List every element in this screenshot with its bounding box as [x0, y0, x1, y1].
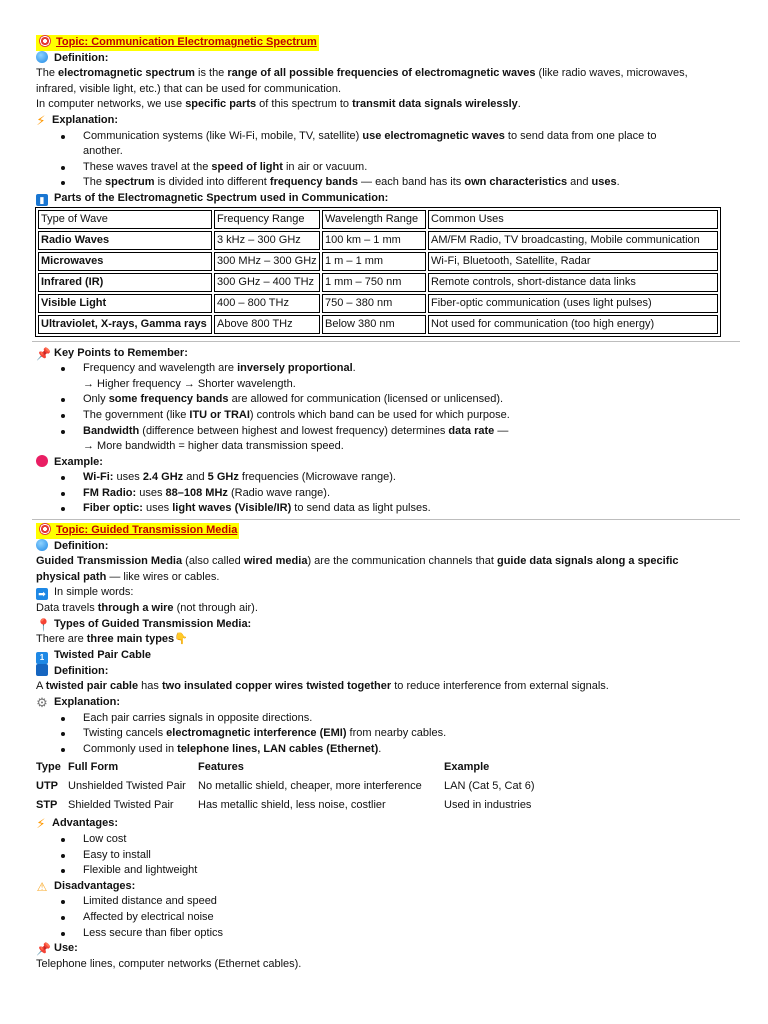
pushpin-icon: 📌	[36, 346, 51, 361]
definition-text: The electromagnetic spectrum is the range of all possible frequencies of electromagnetic waves (like radio waves, microwaves,	[36, 67, 688, 80]
definition-text: Guided Transmission Media (also called wired media) are the communication channels that guide data signals along a specific	[36, 555, 679, 568]
list-item: Limited distance and speed	[36, 894, 736, 910]
bullseye-icon	[39, 35, 51, 47]
list-item: Less secure than fiber optics	[36, 926, 736, 942]
globe-icon	[36, 51, 48, 63]
disadvantages-list	[36, 894, 736, 941]
table-header: Features	[198, 761, 244, 774]
warning-icon: ⚠	[36, 879, 48, 894]
table-header: Full Form	[68, 761, 119, 774]
list-item: The spectrum is divided into different frequency bands — each band has its own characteristics and uses.	[36, 175, 736, 191]
pushpin-icon: 📌	[36, 942, 51, 957]
table-cell: 1 mm – 750 nm	[322, 273, 426, 292]
table-cell: Wi-Fi, Bluetooth, Satellite, Radar	[428, 252, 718, 271]
table-header: Type of Wave	[38, 210, 212, 229]
twisted-pair-heading: 1 Twisted Pair Cable	[36, 648, 736, 664]
table-cell: Infrared (IR)	[38, 273, 212, 292]
pin-icon: 📍	[36, 617, 51, 632]
right-arrow-icon: ➡	[36, 588, 48, 600]
explanation-heading: ⚡ Explanation:	[36, 112, 119, 128]
lightning-icon: ⚡	[36, 816, 46, 832]
explanation-list	[36, 129, 736, 191]
table-cell: Not used for communication (too high energy)	[428, 315, 718, 334]
tp-explanation-heading: ⚙ Explanation:	[36, 695, 121, 710]
table-row	[38, 315, 718, 334]
definition-text: In computer networks, we use specific parts of this spectrum to transmit data signals wirelessly.	[36, 98, 521, 111]
definition-heading: Definition:	[36, 539, 736, 555]
table-row	[38, 294, 718, 313]
list-item: Fiber optic: uses light waves (Visible/IR) to send data as light pulses.	[36, 501, 736, 517]
list-item: Easy to install	[36, 848, 736, 864]
bullseye-icon	[39, 523, 51, 535]
table-header: Example	[444, 761, 490, 774]
number-one-icon: 1	[36, 652, 48, 664]
table-cell: UTP	[36, 780, 58, 793]
table-header-row	[36, 758, 534, 777]
table-header: Type	[36, 761, 61, 774]
table-row	[36, 777, 534, 796]
spectrum-table	[35, 207, 721, 337]
list-item: Flexible and lightweight	[36, 863, 736, 879]
table-header: Frequency Range	[214, 210, 320, 229]
table-cell: AM/FM Radio, TV broadcasting, Mobile communication	[428, 231, 718, 250]
table-cell: Above 800 THz	[214, 315, 320, 334]
table-cell: Shielded Twisted Pair	[68, 799, 174, 812]
definition-text: physical path — like wires or cables.	[36, 570, 220, 583]
table-cell: Ultraviolet, X-rays, Gamma rays	[38, 315, 212, 334]
tp-definition-text: A twisted pair cable has two insulated copper wires twisted together to reduce interference from external signals.	[36, 680, 609, 693]
list-item: Frequency and wavelength are inversely proportional. → Higher frequency → Shorter wavelength.	[36, 361, 736, 392]
table-cell: 3 kHz – 300 GHz	[214, 231, 320, 250]
table-cell: STP	[36, 799, 58, 812]
divider	[32, 519, 740, 520]
table-cell: LAN (Cat 5, Cat 6)	[444, 780, 535, 793]
types-heading: 📍 Types of Guided Transmission Media:	[36, 617, 252, 632]
table-cell: Used in industries	[444, 799, 532, 812]
tp-definition-heading: Definition:	[36, 664, 736, 680]
list-item: The government (like ITU or TRAI) controls which band can be used for which purpose.	[36, 408, 736, 424]
list-item: FM Radio: uses 88–108 MHz (Radio wave range).	[36, 486, 736, 502]
list-item: Wi-Fi: uses 2.4 GHz and 5 GHz frequencies (Microwave range).	[36, 470, 736, 486]
table-cell: Below 380 nm	[322, 315, 426, 334]
divider	[32, 341, 740, 342]
table-header: Common Uses	[428, 210, 718, 229]
example-list	[36, 470, 736, 517]
table-row	[38, 252, 718, 271]
bar-chart-icon: ▮	[36, 194, 48, 206]
lightning-icon: ⚡	[36, 112, 46, 128]
table-cell: Radio Waves	[38, 231, 212, 250]
list-item: Low cost	[36, 832, 736, 848]
simple-words-heading: ➡ In simple words:	[36, 585, 736, 601]
table-cell: 300 MHz – 300 GHz	[214, 252, 320, 271]
tp-explanation-list	[36, 711, 736, 758]
key-points-heading: 📌 Key Points to Remember:	[36, 346, 188, 361]
disadvantages-heading: ⚠ Disadvantages:	[36, 879, 136, 894]
globe-icon	[36, 539, 48, 551]
list-item: Commonly used in telephone lines, LAN cables (Ethernet).	[36, 742, 736, 758]
advantages-heading: ⚡ Advantages:	[36, 816, 119, 832]
table-cell: 300 GHz – 400 THz	[214, 273, 320, 292]
advantages-list	[36, 832, 736, 879]
list-item: Only some frequency bands are allowed for communication (licensed or unlicensed).	[36, 392, 736, 408]
gear-icon: ⚙	[36, 695, 48, 710]
table-cell: Remote controls, short-distance data links	[428, 273, 718, 292]
table-row	[38, 231, 718, 250]
book-icon	[36, 664, 48, 676]
use-heading: 📌 Use:	[36, 942, 78, 957]
list-item: Bandwidth (difference between highest and lowest frequency) determines data rate — → More bandwidth = higher data transmission speed.	[36, 424, 736, 455]
table-cell: 400 – 800 THz	[214, 294, 320, 313]
topic-heading-guided-media: Topic: Guided Transmission Media	[36, 523, 736, 539]
list-item: Twisting cancels electromagnetic interference (EMI) from nearby cables.	[36, 726, 736, 742]
list-item: Communication systems (like Wi-Fi, mobile, TV, satellite) use electromagnetic waves to send data from one place to another.	[36, 129, 736, 160]
table-cell: 1 m – 1 mm	[322, 252, 426, 271]
table-cell: Visible Light	[38, 294, 212, 313]
definition-heading: Definition:	[36, 51, 736, 67]
simple-words-text: Data travels through a wire (not through air).	[36, 602, 258, 615]
pointing-down-icon: 👇	[174, 633, 188, 646]
table-cell: Microwaves	[38, 252, 212, 271]
types-text: There are three main types👇	[36, 632, 736, 648]
list-item: Each pair carries signals in opposite directions.	[36, 711, 736, 727]
table-cell: 750 – 380 nm	[322, 294, 426, 313]
table-row	[38, 273, 718, 292]
document-page	[36, 35, 736, 972]
example-heading: Example:	[36, 455, 736, 471]
list-item: These waves travel at the speed of light in air or vacuum.	[36, 160, 736, 176]
table-row	[36, 796, 534, 815]
brain-icon	[36, 455, 48, 467]
definition-text: infrared, visible light, etc.) that can be used for communication.	[36, 82, 342, 95]
table-cell: No metallic shield, cheaper, more interference	[198, 780, 422, 793]
table-heading: ▮ Parts of the Electromagnetic Spectrum used in Communication:	[36, 191, 736, 207]
table-header-row	[38, 210, 718, 229]
list-item: Affected by electrical noise	[36, 910, 736, 926]
twisted-pair-table	[36, 758, 534, 815]
key-points-list	[36, 361, 736, 455]
topic-heading-spectrum: Topic: Communication Electromagnetic Spectrum	[36, 35, 736, 51]
table-cell: Has metallic shield, less noise, costlier	[198, 799, 386, 812]
table-header: Wavelength Range	[322, 210, 426, 229]
table-cell: Unshielded Twisted Pair	[68, 780, 186, 793]
table-cell: 100 km – 1 mm	[322, 231, 426, 250]
table-cell: Fiber-optic communication (uses light pulses)	[428, 294, 718, 313]
use-text: Telephone lines, computer networks (Ethernet cables).	[36, 957, 302, 970]
